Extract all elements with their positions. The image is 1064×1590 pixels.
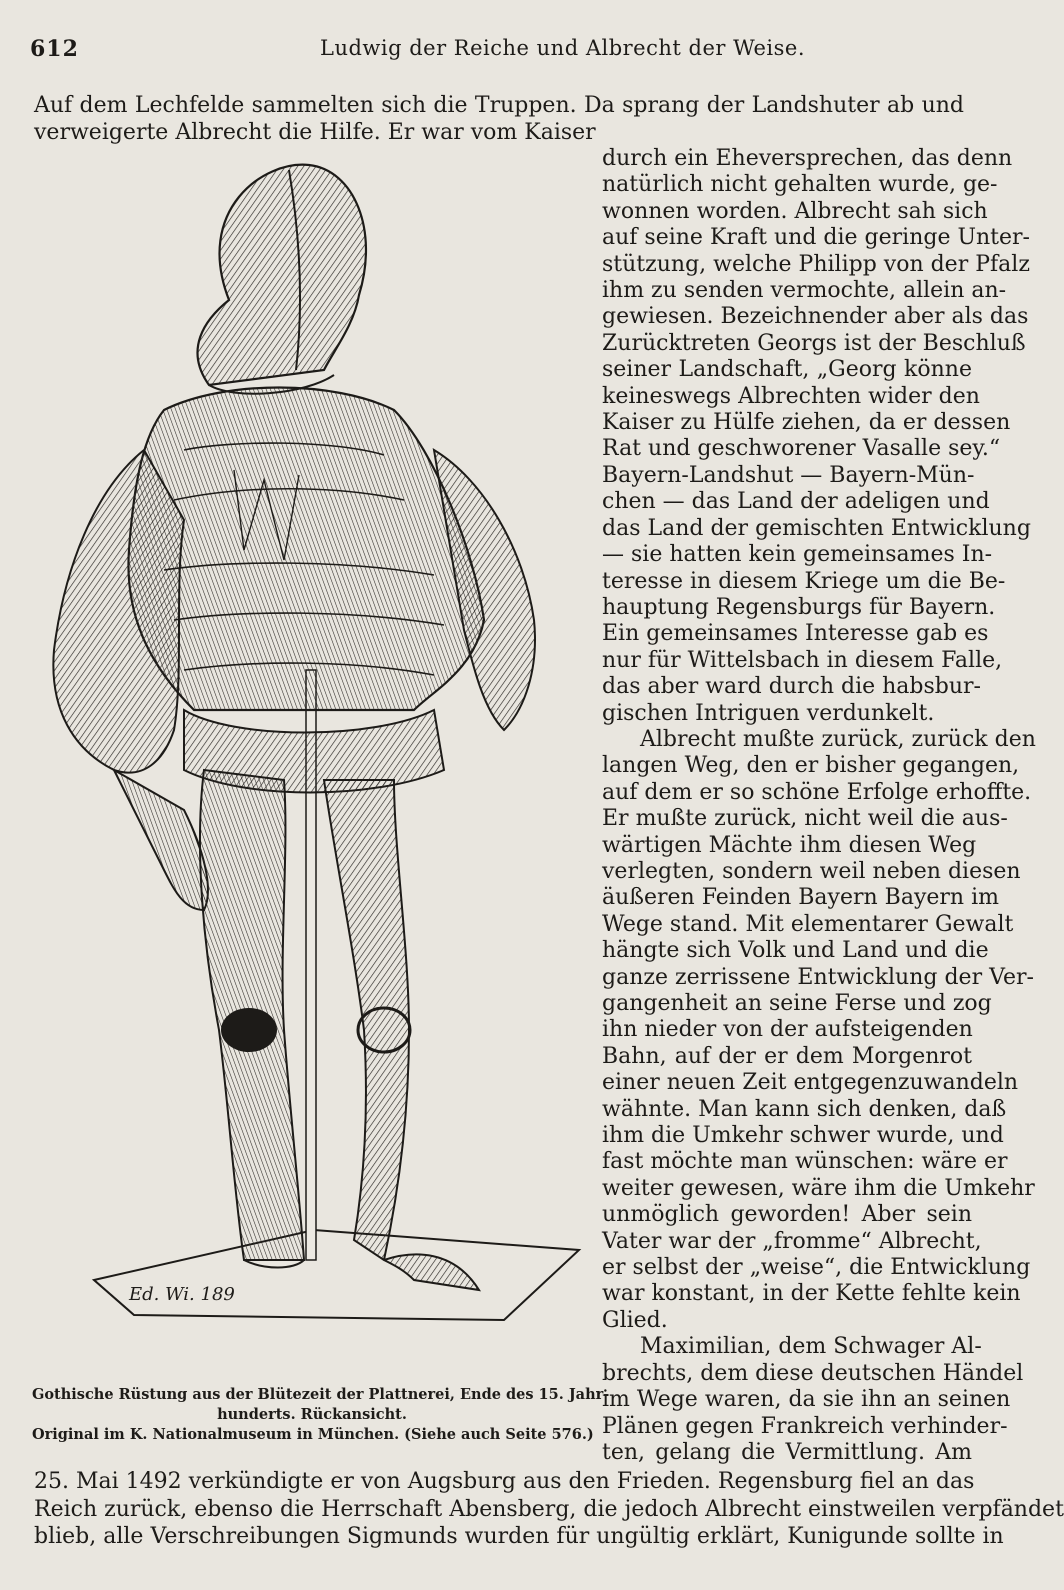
intro-paragraph [34,92,964,146]
caption-line: Gothische Rüstung aus der Blütezeit der Plattnerei, Ende des 15. Jahr- [32,1386,610,1403]
text-line: chen — das Land der adeligen und [602,489,990,515]
text-line: im Wege waren, da sie ihn an seinen [602,1387,1011,1413]
text-line: wärtigen Mächte ihm diesen Weg [602,832,977,858]
text-line: auf dem er so schöne Erfolge erhoffte. [602,779,1032,805]
text-line: gischen Intriguen verdunkelt. [602,700,935,726]
text-line: Bahn, auf der er dem Morgenrot [602,1043,972,1069]
text-line: ihm zu senden vermochte, allein an- [602,278,1007,304]
text-line: er selbst der „weise“, die Entwicklung [602,1255,1031,1281]
text-line: Wege stand. Mit elementarer Gewalt [602,911,1014,937]
armor-figure [34,150,594,1370]
artist-signature: Ed. Wi. 189 [129,1284,235,1305]
text-line: durch ein Eheversprechen, das denn [602,146,1013,171]
page-header [30,36,960,70]
text-line: Er mußte zurück, nicht weil die aus- [602,806,1008,832]
text-line: Maximilian, dem Schwager Al- [640,1334,982,1360]
text-line: Reich zurück, ebenso die Herrschaft Abensberg, die jedoch Albrecht einstweilen verpfändet [34,1496,1064,1522]
text-line: Auf dem Lechfelde sammelten sich die Truppen. Da sprang der Landshuter ab und [34,93,964,118]
text-line: 25. Mai 1492 verkündigte er von Augsburg aus den Frieden. Regensburg fiel an das [34,1469,975,1494]
caption-line: Original im K. Nationalmuseum in München. (Siehe auch Seite 576.) [32,1426,594,1443]
text-line: einer neuen Zeit entgegenzuwandeln [602,1070,1019,1096]
armor-illustration-icon [34,150,594,1370]
text-line: nur für Wittelsbach in diesem Falle, [602,647,1003,673]
text-line: verlegten, sondern weil neben diesen [602,858,1021,884]
text-line: Vater war der „fromme“ Albrecht, [602,1228,982,1254]
text-line: — sie hatten kein gemeinsames In- [602,542,993,568]
caption-line: hunderts. Rückansicht. [217,1406,407,1423]
page-number: 612 [30,36,79,62]
text-line: gewiesen. Bezeichnender aber als das [602,304,1029,330]
text-line: war konstant, in der Kette fehlte kein [602,1281,1021,1307]
pedestal [94,1230,579,1320]
running-title: Ludwig der Reiche und Albrecht der Weise. [320,36,805,60]
text-line: Zurücktreten Georgs ist der Beschluß [602,330,1026,356]
text-line: natürlich nicht gehalten wurde, ge- [602,172,998,198]
text-line: Kaiser zu Hülfe ziehen, da er dessen [602,410,1011,436]
text-line: brechts, dem diese deutschen Händel [602,1360,1024,1386]
text-line: auf seine Kraft und die geringe Unter- [602,225,1030,251]
text-line: äußeren Feinden Bayern Bayern im [602,885,999,911]
bottom-paragraph [34,1468,1064,1551]
text-line: keineswegs Albrechten wider den [602,383,980,409]
text-line: hängte sich Volk und Land und die [602,938,989,964]
text-line: gangenheit an seine Ferse und zog [602,991,992,1016]
text-line: hauptung Regensburgs für Bayern. [602,594,996,620]
text-line: fast möchte man wünschen: wäre er [602,1149,1008,1175]
text-line: seiner Landschaft, „Georg könne [602,357,972,383]
text-line: ihn nieder von der aufsteigenden [602,1017,973,1043]
text-line: das aber ward durch die habsbur- [602,674,981,700]
text-line: verweigerte Albrecht die Hilfe. Er war vom Kaiser [34,120,596,145]
text-line: wonnen worden. Albrecht sah sich [602,198,988,224]
text-line: Albrecht mußte zurück, zurück den [640,726,1036,752]
text-line: wähnte. Man kann sich denken, daß [602,1096,1007,1122]
figure-caption [32,1385,610,1445]
right-column-text [602,146,1036,1466]
text-line: Rat und geschworener Vasalle sey.“ [602,436,1001,462]
text-line: Plänen gegen Frankreich verhinder- [602,1413,1008,1439]
text-line: unmöglich geworden! Aber sein [602,1202,972,1228]
text-line: weiter gewesen, wäre ihm die Umkehr [602,1175,1035,1201]
text-line: teresse in diesem Kriege um die Be- [602,568,1006,594]
text-line: ihm die Umkehr schwer wurde, und [602,1123,1004,1149]
text-line: langen Weg, den er bisher gegangen, [602,753,1020,779]
text-line: das Land der gemischten Entwicklung [602,515,1031,541]
text-line: ganze zerrissene Entwicklung der Ver- [602,964,1034,990]
text-line: blieb, alle Verschreibungen Sigmunds wurden für ungültig erklärt, Kunigunde sollte in [34,1524,1004,1549]
legs [200,770,479,1290]
text-line: Glied. [602,1307,668,1333]
text-line: Bayern-Landshut — Bayern-Mün- [602,462,975,488]
helmet [198,165,366,394]
text-line: ten, gelang die Vermittlung. Am [602,1439,972,1465]
text-line: Ein gemeinsames Interesse gab es [602,621,989,647]
text-line: stützung, welche Philipp von der Pfalz [602,251,1030,277]
